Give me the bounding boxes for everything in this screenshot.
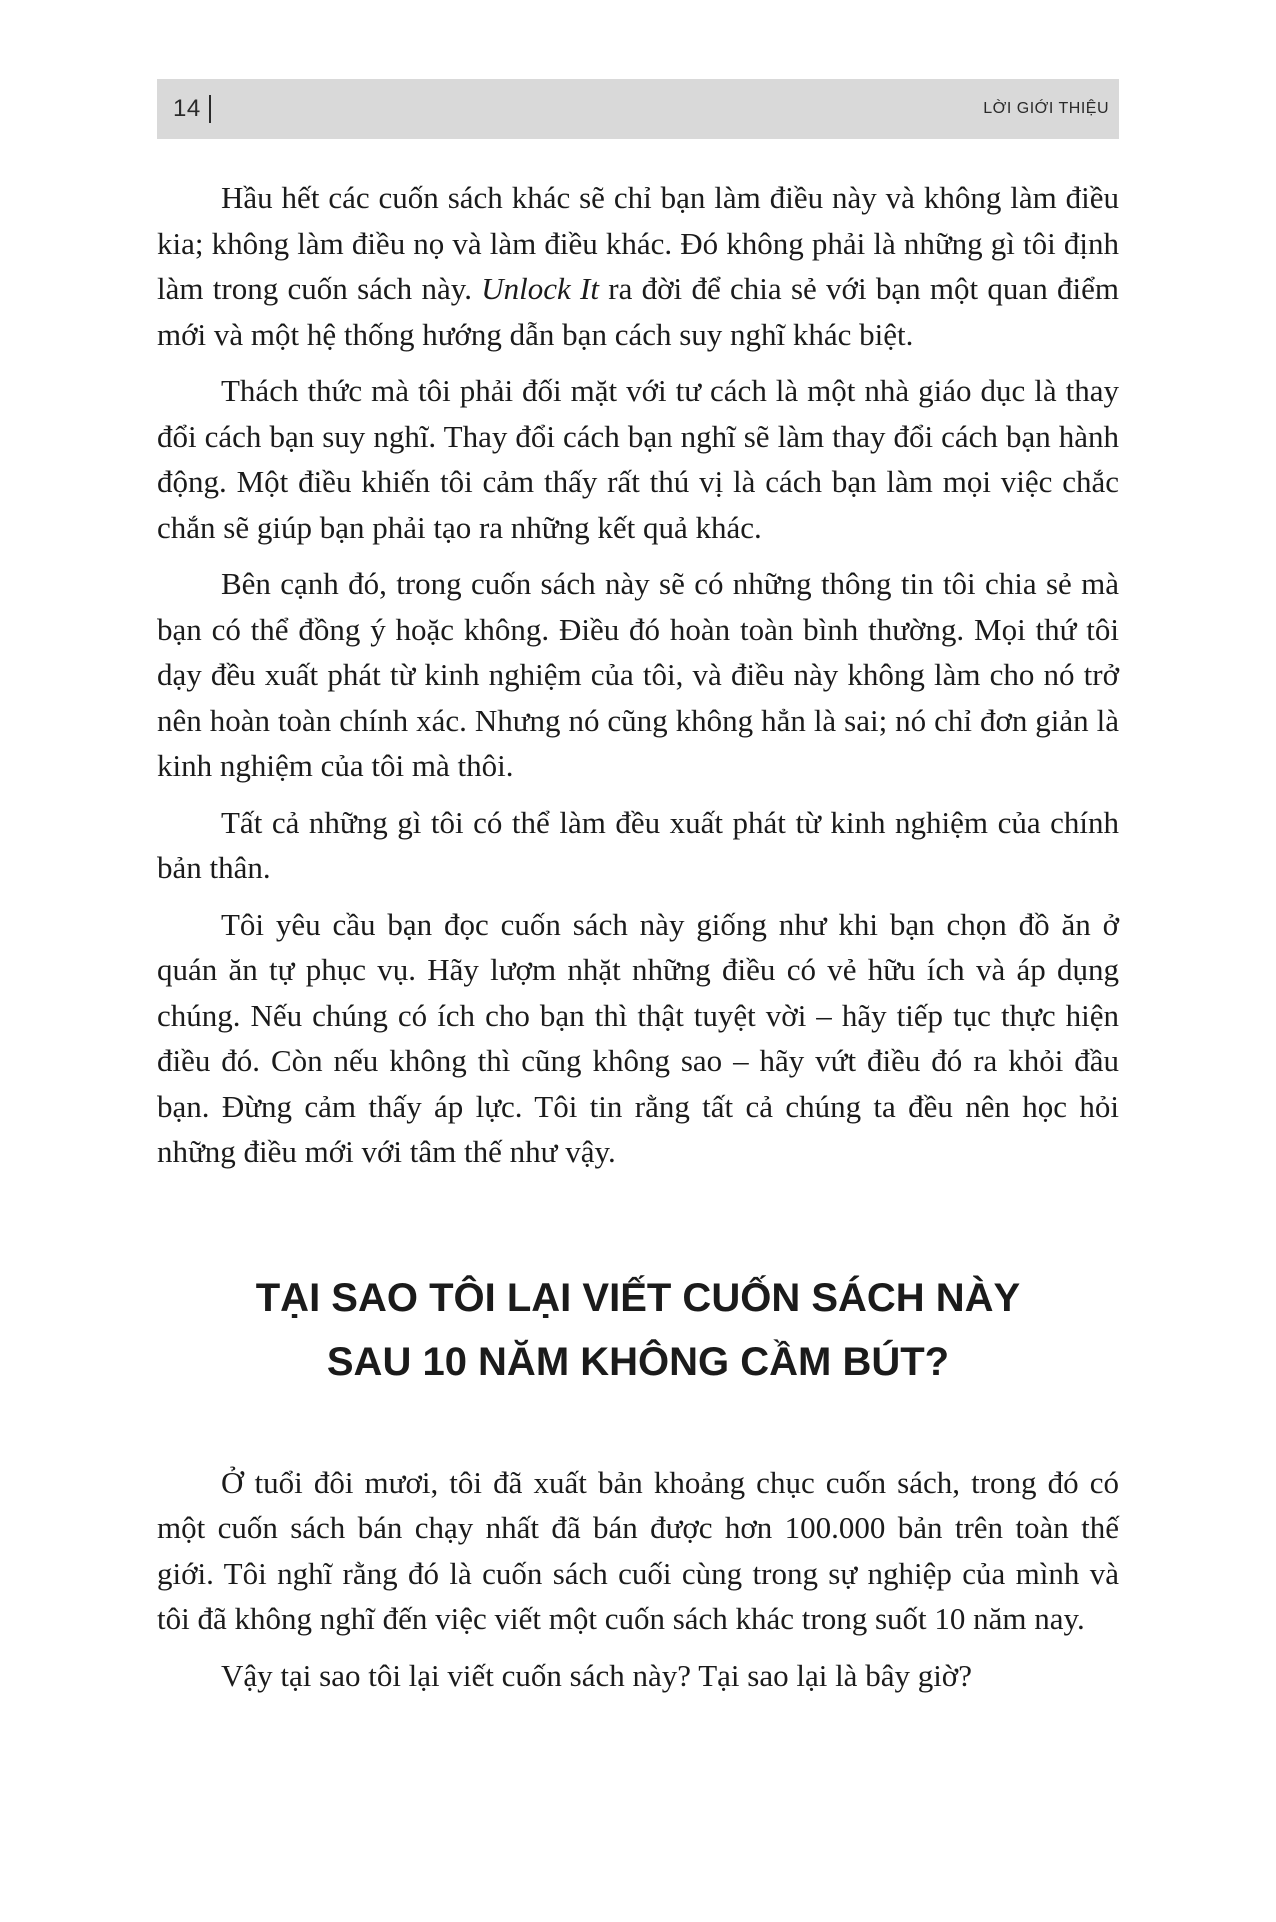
page-number: 14 [173,95,201,122]
section-heading-line: TẠI SAO TÔI LẠI VIẾT CUỐN SÁCH NÀY [255,1275,1021,1320]
body-paragraph [157,175,1119,357]
running-title: LỜI GIỚI THIỆU [983,100,1109,117]
body-paragraph: Tôi yêu cầu bạn đọc cuốn sách này giống như khi bạn chọn đồ ăn ở quán ăn tự phục vụ. Hãy lượm nhặt những điều có vẻ hữu ích và áp dụng chúng. Nếu chúng có ích cho bạn thì thật tuyệt vời – hãy tiếp tục thực hiện điều đó. Còn nếu không thì cũng không sao – hãy vứt điều đó ra khỏi đầu bạn. Đừng cảm thấy áp lực. Tôi tin rằng tất cả chúng ta đều nên học hỏi những điều mới với tâm thế như vậy. [157,906,1119,1169]
body-paragraph: Tất cả những gì tôi có thể làm đều xuất phát từ kinh nghiệm của chính bản thân. [157,804,1119,885]
running-header [157,79,1119,139]
body-paragraph: Ở tuổi đôi mươi, tôi đã xuất bản khoảng chục cuốn sách, trong đó có một cuốn sách bán chạy nhất đã bán được hơn 100.000 bản trên toàn thế giới. Tôi nghĩ rằng đó là cuốn sách cuối cùng trong sự nghiệp của mình và tôi đã không nghĩ đến việc viết một cuốn sách khác trong suốt 10 năm nay. [157,1464,1119,1636]
header-divider [209,95,211,123]
page-body [157,175,1119,1709]
book-title-italic: Unlock It [481,271,599,306]
paragraph-text: ra đời để chia sẻ với bạn một quan điểm mới và một hệ thống hướng dẫn bạn cách suy nghĩ khác biệt. [157,271,1119,352]
body-paragraph: Thách thức mà tôi phải đối mặt với tư cách là một nhà giáo dục là thay đổi cách bạn suy nghĩ. Thay đổi cách bạn nghĩ sẽ làm thay đổi cách bạn hành động. Một điều khiến tôi cảm thấy rất thú vị là cách bạn làm mọi việc chắc chắn sẽ giúp bạn phải tạo ra những kết quả khác. [157,373,1119,545]
section-heading-line: SAU 10 NĂM KHÔNG CẦM BÚT? [326,1339,950,1384]
body-paragraph: Vậy tại sao tôi lại viết cuốn sách này? Tại sao lại là bây giờ? [221,1657,972,1693]
section-heading [157,1266,1119,1394]
paragraph-text: Hầu hết các cuốn sách khác sẽ chỉ bạn làm điều này và không làm điều kia; không làm điều nọ và làm điều khác. Đó không phải là những gì tôi định làm trong cuốn sách này. [157,180,1119,306]
body-paragraph: Bên cạnh đó, trong cuốn sách này sẽ có những thông tin tôi chia sẻ mà bạn có thể đồng ý hoặc không. Điều đó hoàn toàn bình thường. Mọi thứ tôi dạy đều xuất phát từ kinh nghiệm của tôi, và điều này không làm cho nó trở nên hoàn toàn chính xác. Nhưng nó cũng không hẳn là sai; nó chỉ đơn giản là kinh nghiệm của tôi mà thôi. [157,566,1119,783]
